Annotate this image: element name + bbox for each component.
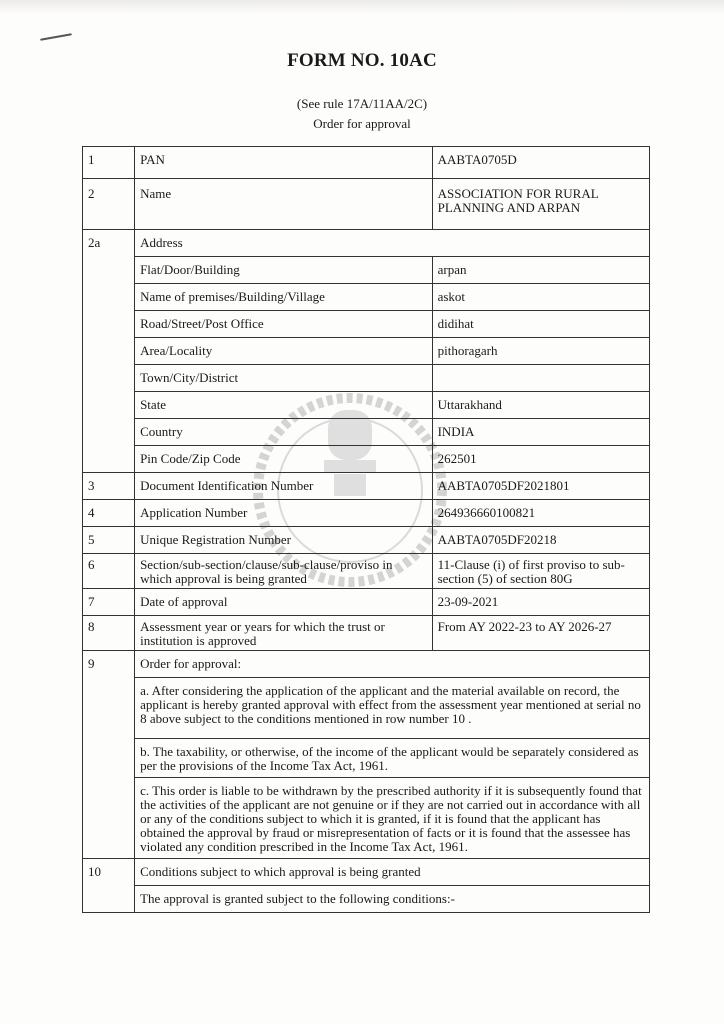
row-number: 10 xyxy=(83,859,135,913)
field-label: Country xyxy=(135,419,433,446)
application-number-value: 264936660100821 xyxy=(432,500,649,527)
rule-reference: (See rule 17A/11AA/2C) xyxy=(296,96,428,111)
order-paragraph-a xyxy=(83,678,650,739)
row-application-number xyxy=(83,500,650,527)
urn-value: AABTA0705DF20218 xyxy=(432,527,649,554)
pan-value: AABTA0705D xyxy=(432,147,649,179)
row-label: Unique Registration Number xyxy=(135,527,433,554)
form-subtitle: Order for approval xyxy=(313,116,411,131)
field-label: Name of premises/Building/Village xyxy=(135,284,433,311)
approval-form-table xyxy=(82,146,650,913)
address-field xyxy=(83,257,650,284)
field-label: Town/City/District xyxy=(135,365,433,392)
address-field xyxy=(83,419,650,446)
address-field xyxy=(83,284,650,311)
row-label: Date of approval xyxy=(135,589,433,616)
row-number: 4 xyxy=(83,500,135,527)
row-section xyxy=(83,554,650,589)
row-urn xyxy=(83,527,650,554)
section-value: 11-Clause (i) of first proviso to sub-section (5) of section 80G xyxy=(432,554,649,589)
conditions-intro xyxy=(83,886,650,913)
pen-mark xyxy=(40,33,72,41)
field-value xyxy=(432,365,649,392)
assessment-years-value: From AY 2022-23 to AY 2026-27 xyxy=(432,616,649,651)
row-din xyxy=(83,473,650,500)
row-number: 2a xyxy=(83,230,135,473)
field-value: askot xyxy=(432,284,649,311)
row-label: PAN xyxy=(135,147,433,179)
field-value: Uttarakhand xyxy=(432,392,649,419)
row-address xyxy=(83,230,650,257)
row-label: Conditions subject to which approval is being granted xyxy=(135,859,650,886)
address-field xyxy=(83,365,650,392)
row-label: Document Identification Number xyxy=(135,473,433,500)
address-field xyxy=(83,338,650,365)
form-title: FORM NO. 10AC xyxy=(287,50,437,71)
date-value: 23-09-2021 xyxy=(432,589,649,616)
row-pan xyxy=(83,147,650,179)
row-number: 1 xyxy=(83,147,135,179)
field-value: arpan xyxy=(432,257,649,284)
order-paragraph-b xyxy=(83,739,650,778)
field-value: didihat xyxy=(432,311,649,338)
row-number: 3 xyxy=(83,473,135,500)
paragraph-text: c. This order is liable to be withdrawn by the prescribed authority if it is subsequently found that the activities of the applicant are not genuine or if they are not carried out in accordance with all or any of the conditions subject to which it is granted, if it is found that the applicant has obtained the approval by fraud or misrepresentation of facts or it is found that the assessee has violated any condition prescribed in the Income Tax Act, 1961. xyxy=(135,778,650,859)
field-value: 262501 xyxy=(432,446,649,473)
address-field xyxy=(83,311,650,338)
field-label: Flat/Door/Building xyxy=(135,257,433,284)
paragraph-text: a. After considering the application of the applicant and the material available on record, the applicant is hereby granted approval with effect from the assessment year mentioned at serial no 8 above subject to the conditions mentioned in row number 10 . xyxy=(135,678,650,739)
row-label: Name xyxy=(135,179,433,230)
row-number: 9 xyxy=(83,651,135,859)
row-conditions xyxy=(83,859,650,886)
field-label: Road/Street/Post Office xyxy=(135,311,433,338)
row-date-of-approval xyxy=(83,589,650,616)
row-label: Address xyxy=(135,230,650,257)
scan-edge-shadow xyxy=(0,0,724,14)
row-number: 8 xyxy=(83,616,135,651)
row-label: Section/sub-section/clause/sub-clause/proviso in which approval is being granted xyxy=(135,554,433,589)
row-number: 6 xyxy=(83,554,135,589)
row-number: 2 xyxy=(83,179,135,230)
row-label: Application Number xyxy=(135,500,433,527)
field-label: Area/Locality xyxy=(135,338,433,365)
row-number: 5 xyxy=(83,527,135,554)
paragraph-text: b. The taxability, or otherwise, of the income of the applicant would be separately considered as per the provisions of the Income Tax Act, 1961. xyxy=(135,739,650,778)
address-field xyxy=(83,446,650,473)
field-label: State xyxy=(135,392,433,419)
field-label: Pin Code/Zip Code xyxy=(135,446,433,473)
field-value: pithoragarh xyxy=(432,338,649,365)
address-field xyxy=(83,392,650,419)
name-value: ASSOCIATION FOR RURAL PLANNING AND ARPAN xyxy=(432,179,649,230)
row-assessment-years xyxy=(83,616,650,651)
row-label: Order for approval: xyxy=(135,651,650,678)
conditions-intro-text: The approval is granted subject to the following conditions:- xyxy=(135,886,650,913)
row-label: Assessment year or years for which the trust or institution is approved xyxy=(135,616,433,651)
field-value: INDIA xyxy=(432,419,649,446)
row-order-for-approval xyxy=(83,651,650,678)
order-paragraph-c xyxy=(83,778,650,859)
row-number: 7 xyxy=(83,589,135,616)
row-name xyxy=(83,179,650,230)
din-value: AABTA0705DF2021801 xyxy=(432,473,649,500)
